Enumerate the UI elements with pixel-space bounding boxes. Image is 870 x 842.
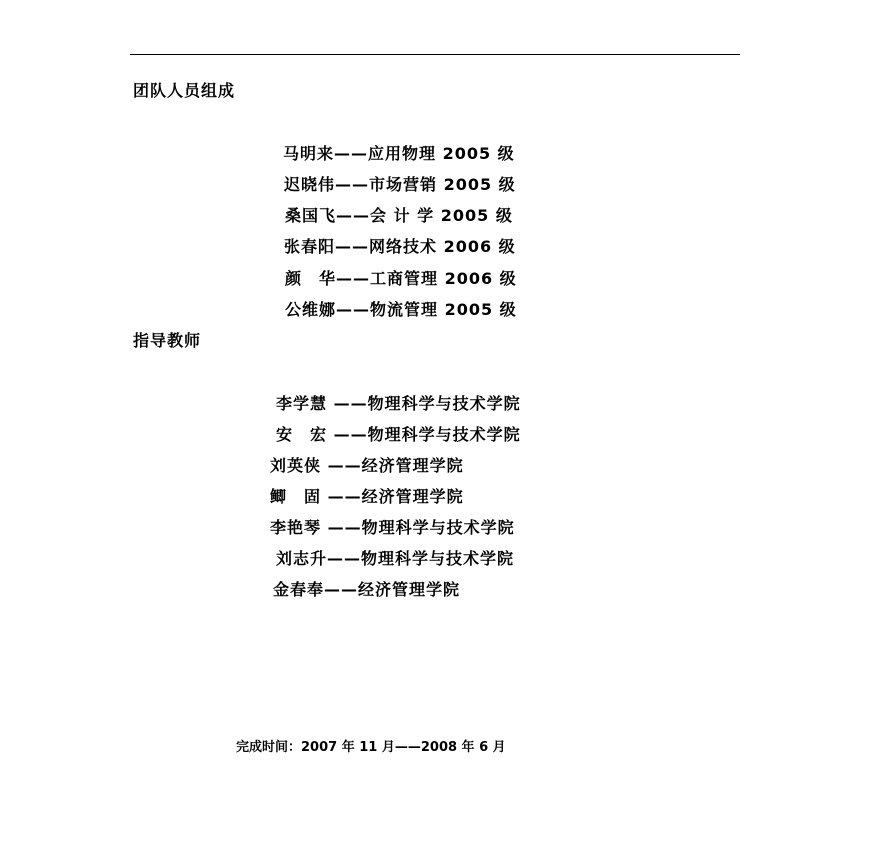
team-member: 颜 华——工商管理 2006 级 — [285, 269, 517, 288]
advisor-item: 李学慧 ——物理科学与技术学院 — [276, 394, 521, 413]
completion-date: 完成时间：2007 年 11 月——2008 年 6 月 — [236, 740, 506, 755]
team-member: 公维娜——物流管理 2005 级 — [285, 300, 517, 319]
advisor-item: 安 宏 ——物理科学与技术学院 — [276, 425, 521, 444]
advisors-heading: 指导教师 — [133, 331, 202, 350]
advisor-item: 刘英侠 ——经济管理学院 — [270, 456, 464, 475]
advisor-item: 鲫 固 ——经济管理学院 — [270, 487, 464, 506]
advisor-item: 刘志升——物理科学与技术学院 — [276, 549, 515, 568]
advisor-item: 金春奉——经济管理学院 — [273, 580, 461, 599]
team-member: 张春阳——网络技术 2006 级 — [284, 237, 516, 256]
team-heading: 团队人员组成 — [133, 81, 236, 100]
team-member: 桑国飞——会 计 学 2005 级 — [285, 206, 513, 225]
advisor-item: 李艳琴 ——物理科学与技术学院 — [270, 518, 515, 537]
team-member: 马明来——应用物理 2005 级 — [283, 144, 515, 163]
header-rule — [130, 54, 740, 55]
team-member: 迟晓伟——市场营销 2005 级 — [284, 175, 516, 194]
